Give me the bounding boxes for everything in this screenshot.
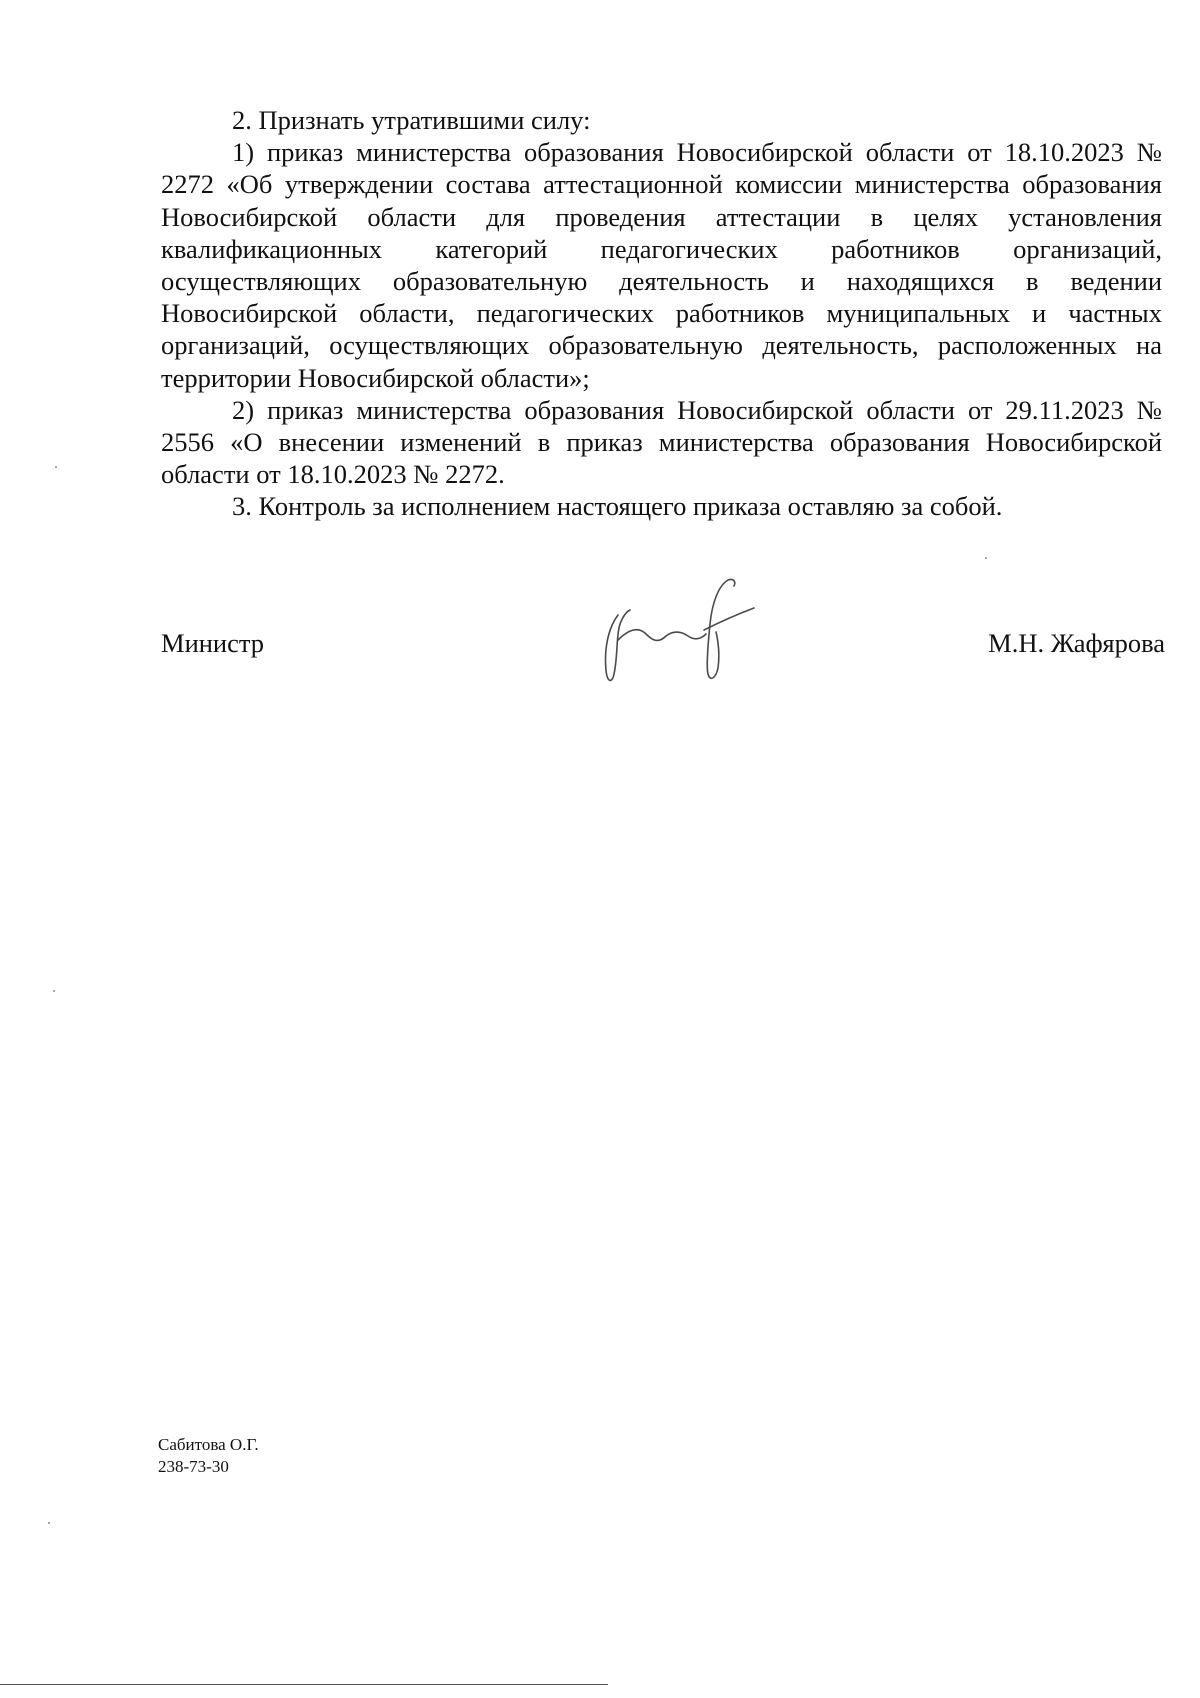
- paragraph-item-2: 2. Признать утратившими силу:: [232, 105, 591, 135]
- signatory-position: Министр: [161, 628, 265, 658]
- executor-name: Сабитова О.Г.: [158, 1435, 259, 1454]
- scan-speck: [53, 990, 55, 992]
- bottom-divider: [0, 1684, 608, 1685]
- paragraph-subitem-2: 2) приказ министерства образования Новосибирской области от 29.11.2023 № 2556 «О внесении изменений в приказ министерства образования Новосибирской области от 18.10.2023 № 2272.: [161, 394, 1162, 490]
- scan-speck: [55, 466, 57, 468]
- signatory-name: М.Н. Жафярова: [988, 628, 1165, 658]
- handwritten-signature: [596, 570, 776, 700]
- scan-speck: [985, 557, 987, 559]
- paragraph-item-3: 3. Контроль за исполнением настоящего приказа оставляю за собой.: [232, 491, 1003, 522]
- executor-block: [158, 1434, 259, 1478]
- paragraph-subitem-1: 1) приказ министерства образования Новосибирской области от 18.10.2023 № 2272 «Об утверждении состава аттестационной комиссии министерства образования Новосибирской области для проведения аттестации в целях установления квалификационных категорий педагогических работников организаций, осуществляющих образовательную деятельность и находящихся в ведении Новосибирской области, педагогических работников муниципальных и частных организаций, осуществляющих образовательную деятельность, расположенных на территории Новосибирской области»;: [161, 137, 1162, 393]
- executor-phone: 238-73-30: [158, 1457, 229, 1476]
- scan-speck: [48, 1522, 50, 1524]
- document-body: [161, 104, 1162, 523]
